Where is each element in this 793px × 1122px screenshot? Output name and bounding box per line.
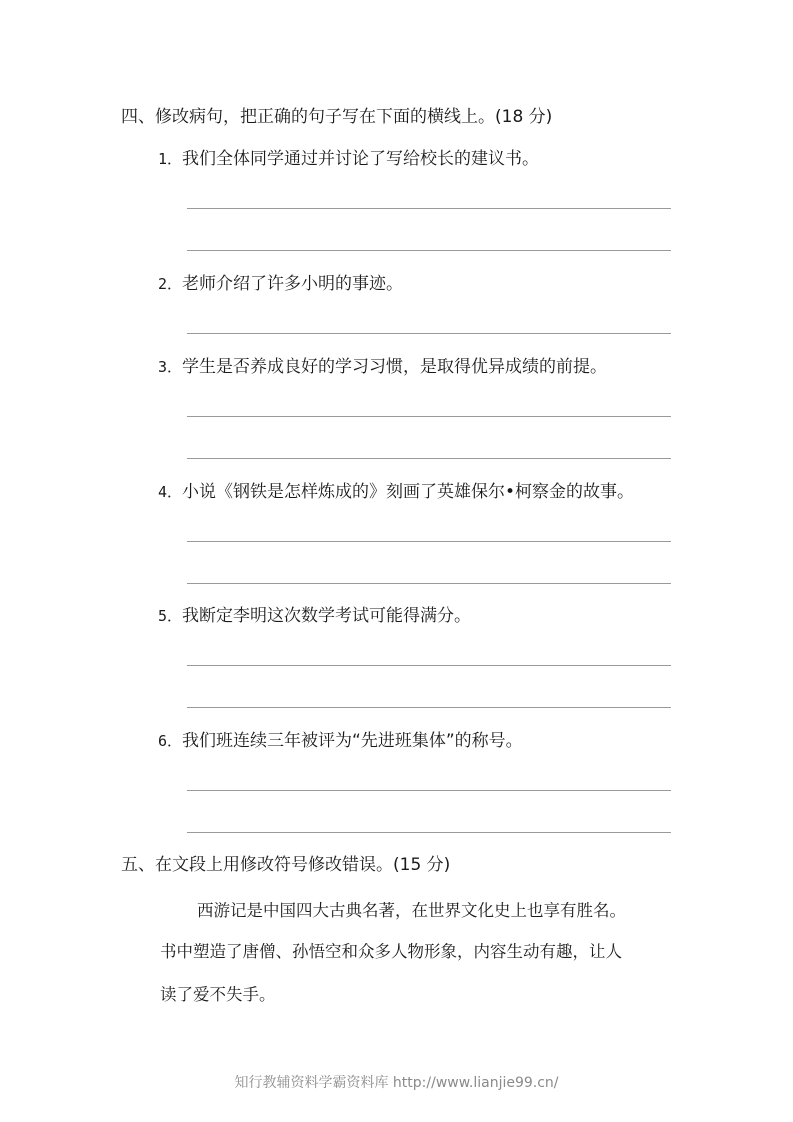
passage-line-3: 读了爱不失手。 xyxy=(160,985,276,1004)
passage-line-2: 书中塑造了唐僧、孙悟空和众多人物形象，内容生动有趣，让人 xyxy=(160,942,622,961)
section-4-title: 四、修改病句，把正确的句子写在下面的横线上。(18 分) xyxy=(121,107,553,127)
passage-line-1: 西游记是中国四大古典名著，在世界文化史上也享有胜名。 xyxy=(197,901,626,920)
question-text: 老师介绍了许多小明的事迹。 xyxy=(182,274,404,294)
answer-line[interactable] xyxy=(187,250,671,251)
answer-line[interactable] xyxy=(187,832,671,833)
footer-watermark: 知行教辅资料学霸资料库 http://www.lianjie99.cn/ xyxy=(234,1075,559,1091)
question-number: 1． xyxy=(158,150,183,168)
question-number: 6． xyxy=(158,732,183,750)
section-5-title: 五、在文段上用修改符号修改错误。(15 分) xyxy=(121,855,451,875)
question-text: 学生是否养成良好的学习习惯，是取得优异成绩的前提。 xyxy=(182,357,608,377)
answer-line[interactable] xyxy=(187,707,671,708)
question-number: 5． xyxy=(158,607,183,625)
answer-line[interactable] xyxy=(187,416,671,417)
question-4 xyxy=(158,480,634,504)
answer-line[interactable] xyxy=(187,333,671,334)
question-1 xyxy=(158,147,539,171)
answer-line[interactable] xyxy=(187,790,671,791)
question-6 xyxy=(158,729,523,753)
question-2 xyxy=(158,272,403,296)
answer-line[interactable] xyxy=(187,541,671,542)
question-number: 4． xyxy=(158,483,183,501)
question-number: 2． xyxy=(158,275,183,293)
question-5 xyxy=(158,604,471,628)
question-text: 我们全体同学通过并讨论了写给校长的建议书。 xyxy=(182,149,540,169)
question-text: 我断定李明这次数学考试可能得满分。 xyxy=(182,606,472,626)
answer-line[interactable] xyxy=(187,665,671,666)
question-number: 3． xyxy=(158,358,183,376)
answer-line[interactable] xyxy=(187,458,671,459)
question-3 xyxy=(158,355,607,379)
answer-line[interactable] xyxy=(187,583,671,584)
question-text: 小说《钢铁是怎样炼成的》刻画了英雄保尔•柯察金的故事。 xyxy=(182,482,635,502)
question-text: 我们班连续三年被评为“先进班集体”的称号。 xyxy=(182,731,523,751)
answer-line[interactable] xyxy=(187,208,671,209)
